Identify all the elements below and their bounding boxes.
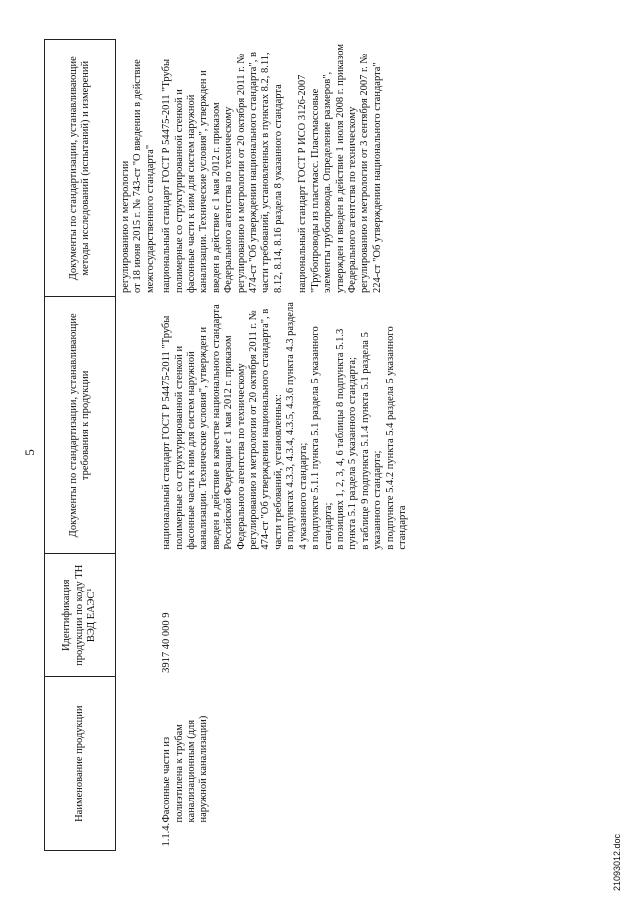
product-code: 3917 40 000 9 — [161, 612, 173, 673]
header-product-name: Наименование продукции — [45, 677, 116, 851]
product-name: Фасонные части из полиэтилена к трубам канализационным (для наружной канализации) — [161, 715, 210, 823]
product-cell — [157, 677, 409, 851]
continuation-text: регулированию и метрологии от 18 июня 2015 г. № 743-ст "О введении в действие межгосударственного стандарта" — [120, 59, 156, 293]
table-header-row — [45, 40, 116, 851]
methods-cell — [157, 40, 409, 298]
header-methods-docs: Документы по стандартизации, устанавливающие методы исследований (испытаний) и измерений — [45, 40, 116, 298]
standards-table — [44, 39, 409, 851]
header-tnved-code: Идентификация продукции по коду ТН ВЭД ЕАЭС¹ — [45, 554, 116, 677]
requirements-text: национальный стандарт ГОСТ Р 54475-2011 "Трубы полимерные со структурированной стенкой и фасонные части к ним для систем наружной канализации. Технические условия", утвержден и введен в действие в качестве национального стандарта Российской Федерации с 1 мая 2012 г. приказом Федерального агентства по техническому регулированию и метрологии от 20 октября 2011 г. № 474-ст "Об утверждении национального стандарта", в части требований, установленных: в подпунктах 4.3.3, 4.3.4, 4.3.5, 4.3.6 пункта 4.3 раздела 4 указанного стандарта; в подпункте 5.1.1 пункта 5.1 раздела 5 указанного стандарта; в позициях 1, 2, 3, 4, 6 таблицы 8 подпункта 5.1.3 пункта 5.1 раздела 5 указанного стандарта; в таблице 9 подпункта 5.1.4 пункта 5.1 раздела 5 указанного стандарта; в подпункте 5.4.2 пункта 5.4 раздела 5 указанного стандарта — [161, 302, 408, 550]
table-row — [157, 40, 409, 851]
methods-standard-1: национальный стандарт ГОСТ Р 54475-2011 "Трубы полимерные со структурированной стенкой и фасонные части к ним для систем наружной канализации. Технические условия", утвержден и введен в действие с 1 мая 2012 г. приказом Федерального агентства по техническому регулированию и метрологии от 20 октября 2011 г. № 474-ст "Об утверждении национального стандарта", в части требований, установленных в пунктах 8.2, 8.11, 8.12, 8.14, 8.16 раздела 8 указанного стандарта — [161, 52, 284, 293]
document-id: 21093012.doc — [612, 833, 622, 891]
methods-standard-2: национальный стандарт ГОСТ Р ИСО 3126-2007 "Трубопроводы из пластмасс. Пластмассовые элементы трубопровода. Определение размеров", утвержден и введен в действие 1 июля 2008 г. приказом Федерального агентства по техническому регулированию и метрологии от 3 сентября 2007 г. № 224-ст "Об утверждении национального стандарта" — [297, 44, 383, 293]
page-number: 5 — [22, 449, 37, 456]
header-requirements-docs: Документы по стандартизации, устанавливающие требования к продукции — [45, 297, 116, 554]
row-number: 1.1.4. — [161, 822, 173, 847]
continuation-row — [116, 40, 158, 851]
